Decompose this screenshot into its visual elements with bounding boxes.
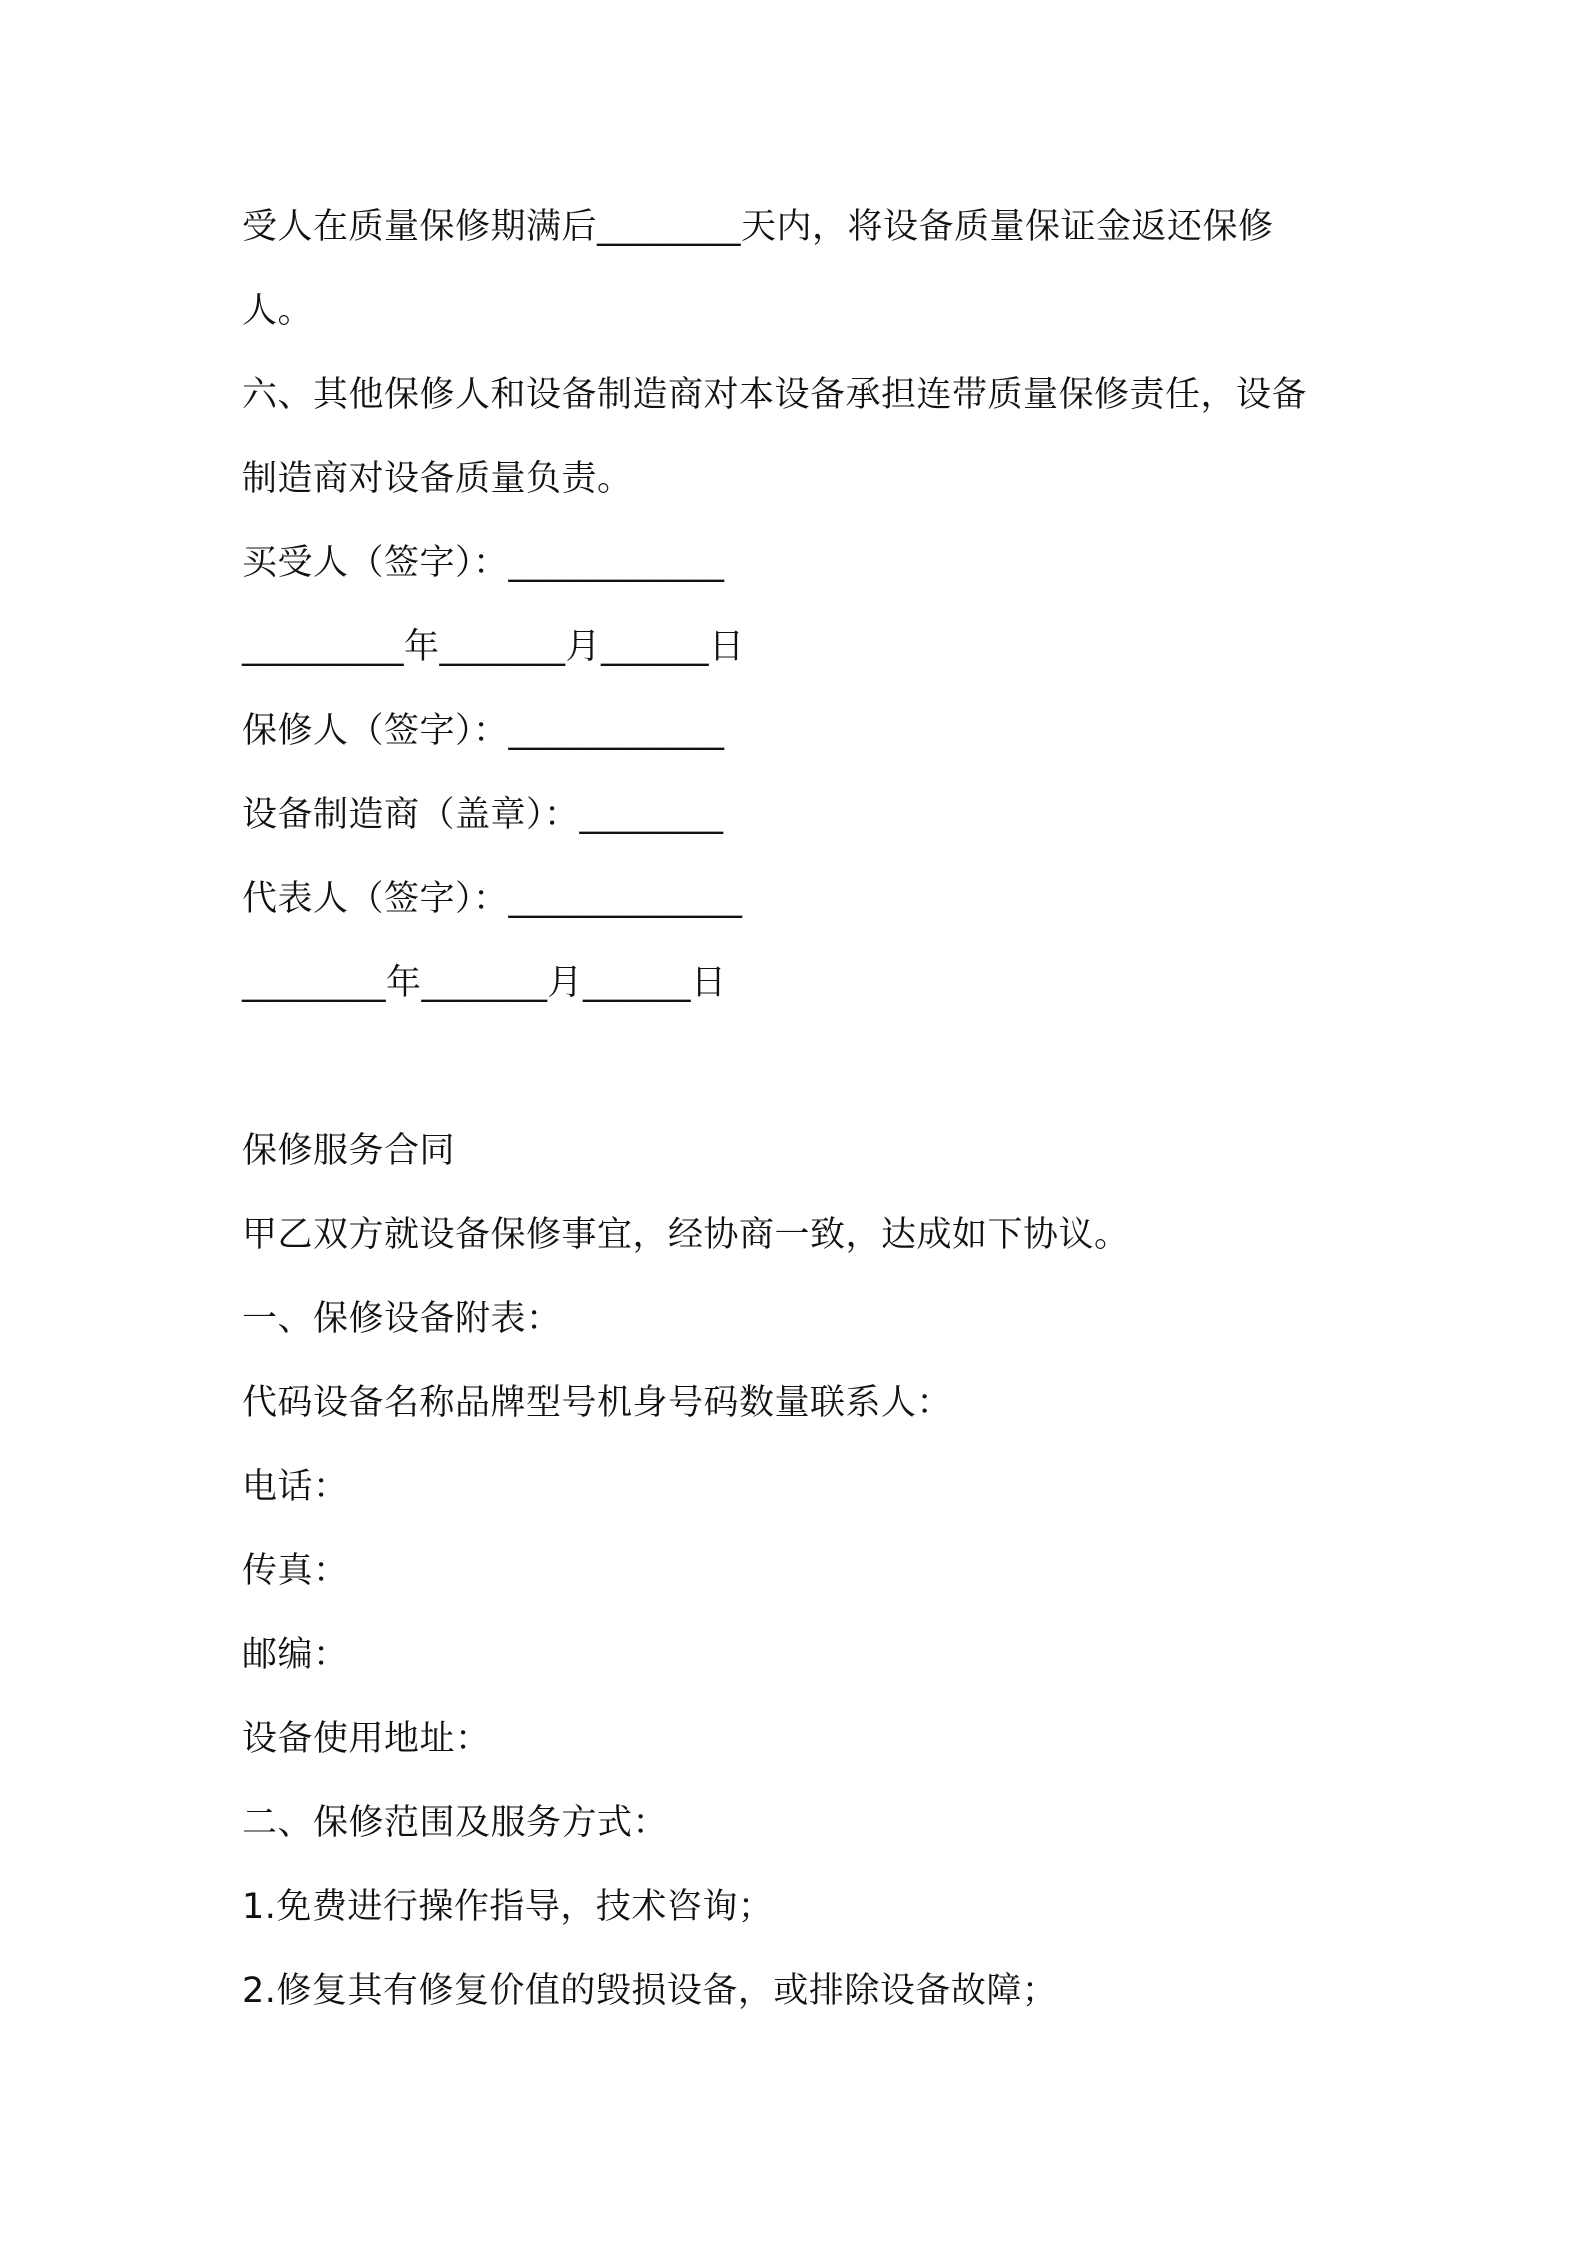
contract-title: 保修服务合同 — [242, 1131, 456, 1171]
fax-field: 传真： — [242, 1551, 349, 1591]
clause-six-line-2: 制造商对设备质量负责。 — [242, 459, 633, 499]
representative-signature-line: 代表人（签字）：_____________ — [242, 879, 743, 919]
manufacturer-seal-line: 设备制造商（盖章）：________ — [242, 795, 724, 835]
clause-six-line-1: 六、其他保修人和设备制造商对本设备承担连带质量保修责任，设备 — [242, 375, 1308, 415]
section-one-heading: 一、保修设备附表： — [242, 1299, 562, 1339]
contract-intro: 甲乙双方就设备保修事宜，经协商一致，达成如下协议。 — [242, 1215, 1130, 1255]
equipment-table-fields: 代码设备名称品牌型号机身号码数量联系人： — [242, 1383, 953, 1423]
text-line-1: 受人在质量保修期满后________天内，将设备质量保证金返还保修 — [242, 207, 1274, 247]
postcode-field: 邮编： — [242, 1635, 349, 1675]
buyer-date-line: _________年_______月______日 — [242, 627, 745, 667]
service-item-2: 2.修复其有修复价值的毁损设备，或排除设备故障； — [242, 1971, 1058, 2011]
equipment-address-field: 设备使用地址： — [242, 1719, 491, 1759]
section-two-heading: 二、保修范围及服务方式： — [242, 1803, 669, 1843]
service-item-1: 1.免费进行操作指导，技术咨询； — [242, 1887, 774, 1927]
text-line-2: 人。 — [242, 291, 314, 331]
phone-field: 电话： — [242, 1467, 349, 1507]
representative-date-line: ________年_______月______日 — [242, 963, 727, 1003]
warrantor-signature-line: 保修人（签字）：____________ — [242, 711, 725, 751]
buyer-signature-line: 买受人（签字）：____________ — [242, 543, 725, 583]
